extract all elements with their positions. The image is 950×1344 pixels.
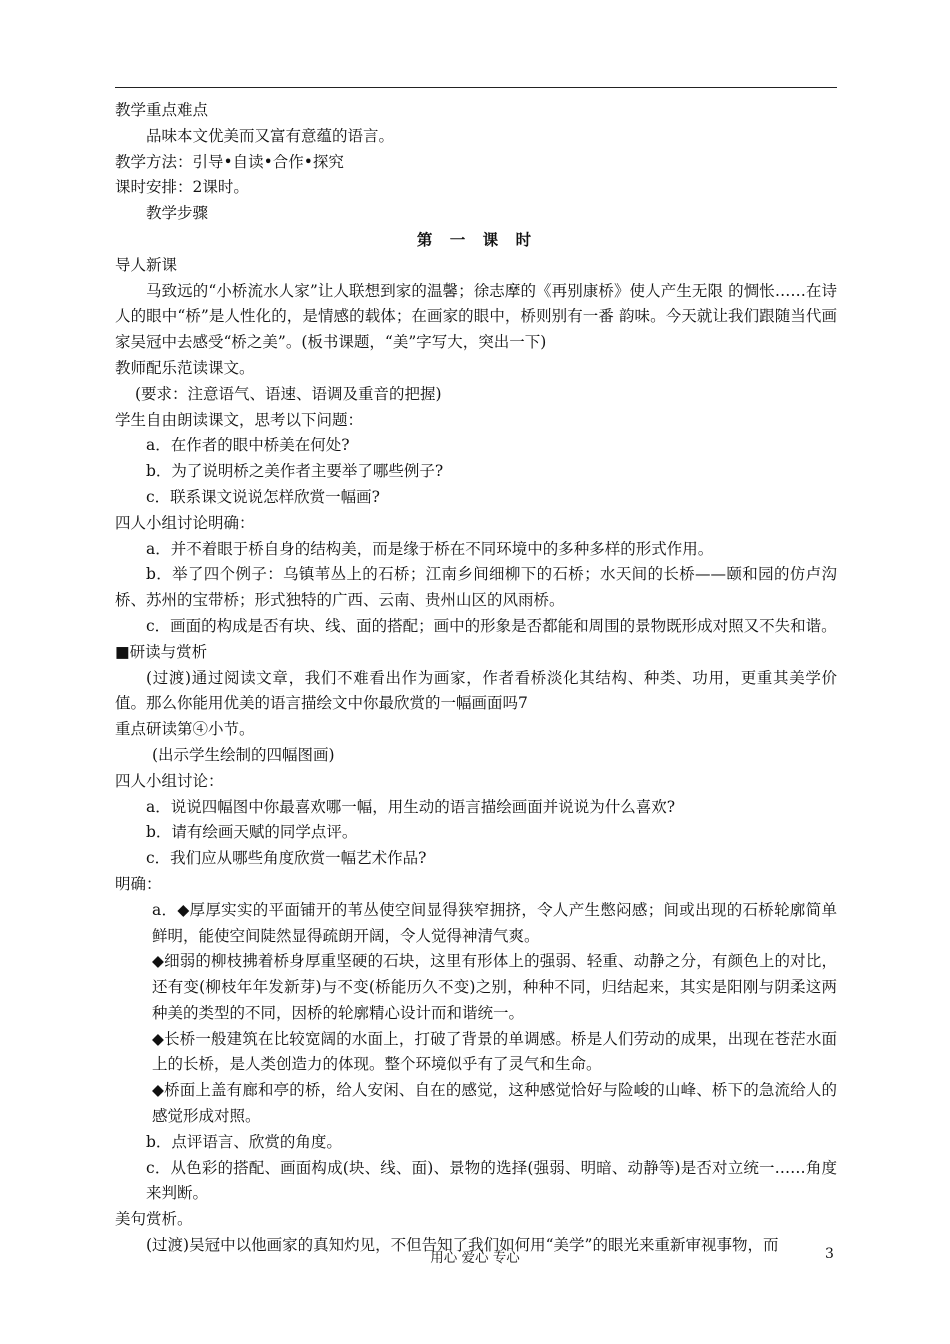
paragraph: 明确： [115, 874, 162, 893]
paragraph: 四人小组讨论： [115, 771, 224, 790]
section-title: 第 一 课 时 [416, 229, 538, 249]
list-item: c．从色彩的搭配、画面构成(块、线、面)、景物的选择(强弱、明暗、动静等)是否对立统一……角度来判断。 [146, 1158, 837, 1203]
paragraph: 学生自由朗读课文，思考以下问题： [115, 410, 364, 429]
paragraph: 四人小组讨论明确： [115, 513, 255, 532]
list-item: b．点评语言、欣赏的角度。 [146, 1132, 342, 1151]
analysis-item: ◆桥面上盖有廊和亭的桥，给人安闲、自在的感觉，这种感觉恰好与险峻的山峰、桥下的急流给人的感觉形成对照。 [152, 1081, 837, 1126]
list-item: b．为了说明桥之美作者主要举了哪些例子? [146, 462, 444, 481]
list-item: a．在作者的眼中桥美在何处? [146, 436, 350, 455]
paragraph: (要求：注意语气、语速、语调及重音的把握) [135, 384, 442, 403]
list-item: c．画面的构成是否有块、线、面的搭配；画中的形象是否都能和周围的景物既形成对照又不失和谐。 [146, 616, 837, 635]
heading-steps: 教学步骤 [146, 204, 209, 223]
analysis-item: ◆长桥一般建筑在比较宽阔的水面上，打破了背景的单调感。桥是人们劳动的成果，出现在苍茫水面上的长桥，是人类创造力的体现。整个环境似乎有了灵气和生命。 [152, 1029, 837, 1074]
list-item: c．联系课文说说怎样欣赏一幅画? [146, 487, 380, 506]
paragraph: (过渡)吴冠中以他画家的真知灼见，不但告知了我们如何用“美学”的眼光来重新审视事物，而 [146, 1236, 779, 1255]
analysis-item: a．◆厚厚实实的平面铺开的苇丛使空间显得狭窄拥挤，令人产生憋闷感；间或出现的石桥轮廓简单鲜明，能使空间陡然显得疏朗开阔，令人觉得神清气爽。 [152, 900, 837, 945]
document-body [115, 98, 837, 1259]
paragraph: 教师配乐范读课文。 [115, 358, 255, 377]
paragraph: 马致远的“小桥流水人家”让人联想到家的温馨；徐志摩的《再别康桥》使人产生无限 的惆怅……在诗人的眼中“桥”是人性化的，是情感的载体；在画家的眼中，桥则别有一番 韵味。今天就让我们跟随当代画家吴冠中去感受“桥之美”。(板书课题，“美”字写大，突出一下) [115, 281, 837, 352]
heading-key-points: 教学重点难点 [115, 101, 209, 119]
list-item: b．举了四个例子：乌镇苇丛上的石桥；江南乡间细柳下的石桥；水天间的长桥——颐和园的仿卢沟桥、苏州的宝带桥；形式独特的广西、云南、贵州山区的风雨桥。 [115, 565, 837, 610]
list-item: a．并不着眼于桥自身的结构美，而是缘于桥在不同环境中的多种多样的形式作用。 [146, 539, 714, 558]
paragraph: (过渡)通过阅读文章，我们不难看出作为画家，作者看桥淡化其结构、种类、功用，更重其美学价值。那么你能用优美的语言描绘文中你最欣赏的一幅画面吗7 [115, 668, 837, 713]
heading-intro: 导人新课 [115, 255, 178, 274]
section-heading: ■研读与赏析 [115, 642, 208, 661]
paragraph: (出示学生绘制的四幅图画) [152, 745, 335, 764]
header-rule [115, 87, 837, 88]
paragraph: 重点研读第④小节。 [115, 720, 255, 739]
footer-motto: 用心 爱心 专心 [430, 1250, 520, 1266]
teaching-method: 教学方法：引导•自读•合作•探究 [115, 152, 344, 171]
paragraph: 美句赏析。 [115, 1210, 193, 1229]
list-item: a．说说四幅图中你最喜欢哪一幅，用生动的语言描绘画面并说说为什么喜欢? [146, 797, 676, 816]
page-number: 3 [825, 1246, 834, 1262]
paragraph: 品味本文优美而又富有意蕴的语言。 [146, 126, 395, 145]
list-item: c．我们应从哪些角度欣赏一幅艺术作品? [146, 849, 427, 868]
analysis-item: ◆细弱的柳枝拂着桥身厚重坚硬的石块，这里有形体上的强弱、轻重、动静之分，有颜色上的对比，还有变(柳枝年年发新芽)与不变(桥能历久不变)之别，种种不同，归结起来，其实是阳刚与阴柔这两种美的类型的不同，因桥的轮廓精心设计而和谐统一。 [152, 952, 837, 1022]
class-schedule: 课时安排：2课时。 [115, 178, 249, 197]
list-item: b．请有绘画天赋的同学点评。 [146, 823, 358, 842]
